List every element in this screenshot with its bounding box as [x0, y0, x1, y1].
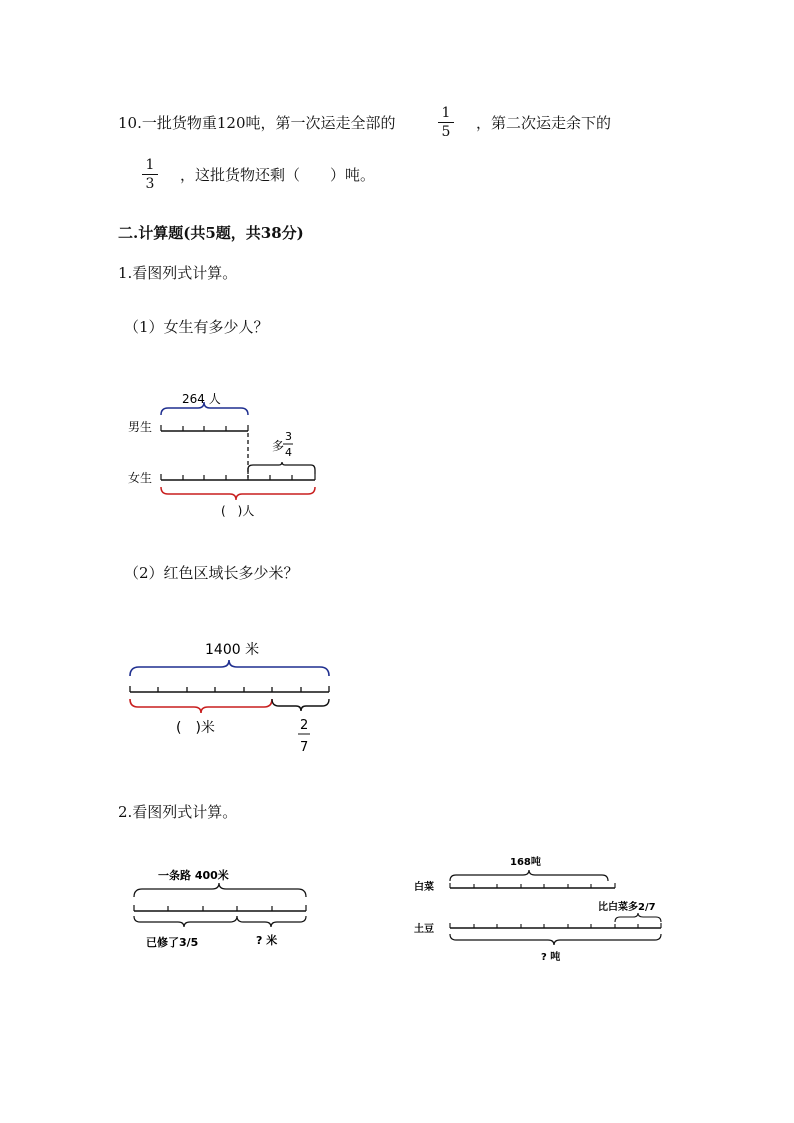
fraction-denominator: 3 — [145, 176, 155, 192]
question-2-title: 2.看图列式计算。 — [118, 803, 238, 821]
fraction-denominator: 5 — [441, 124, 451, 140]
q10-text-part1: 10.一批货物重120吨，第一次运走全部的 — [118, 114, 396, 132]
potato-total-brace — [450, 934, 661, 945]
cabbage-total-brace — [450, 870, 608, 881]
more-than-cabbage-label: 比白菜多2/7 — [598, 902, 656, 913]
more-brace — [615, 913, 661, 922]
potato-answer-label: ? 吨 — [541, 952, 561, 963]
boys-label: 男生 — [128, 420, 153, 434]
rest-label: ? 米 — [256, 934, 278, 947]
section-heading: 二.计算题(共5题，共38分) — [118, 224, 304, 242]
question-1-title: 1.看图列式计算。 — [118, 264, 238, 282]
total-length-label: 1400 米 — [205, 642, 260, 658]
q10-text-part2: ，第二次运走余下的 — [476, 114, 612, 132]
road-total-label: 一条路 400米 — [158, 869, 229, 882]
fraction-numerator: 1 — [441, 105, 451, 121]
remaining-frac-num: 2 — [300, 718, 309, 733]
more-frac-den: 4 — [285, 446, 292, 459]
cabbage-label: 白菜 — [414, 882, 434, 893]
potato-label: 土豆 — [414, 924, 434, 935]
question-1-sub1-prompt: （1）女生有多少人？ — [124, 318, 269, 336]
more-prefix: 多 — [272, 439, 285, 453]
red-region-answer: ( )米 — [176, 720, 215, 736]
more-frac-num: 3 — [285, 430, 292, 443]
remaining-frac-den: 7 — [300, 740, 309, 755]
girls-label: 女生 — [128, 471, 153, 485]
cabbage-total-label: 168吨 — [510, 857, 541, 868]
fraction-numerator: 1 — [145, 157, 155, 173]
girls-answer-label: ( )人 — [221, 504, 255, 518]
question-1-sub2-prompt: （2）红色区域长多少米？ — [124, 564, 299, 582]
boys-total-label: 264 人 — [182, 392, 221, 406]
q10-text-part3: ，这批货物还剩（ ）吨。 — [180, 166, 376, 184]
repaired-label: 已修了3/5 — [146, 936, 199, 949]
